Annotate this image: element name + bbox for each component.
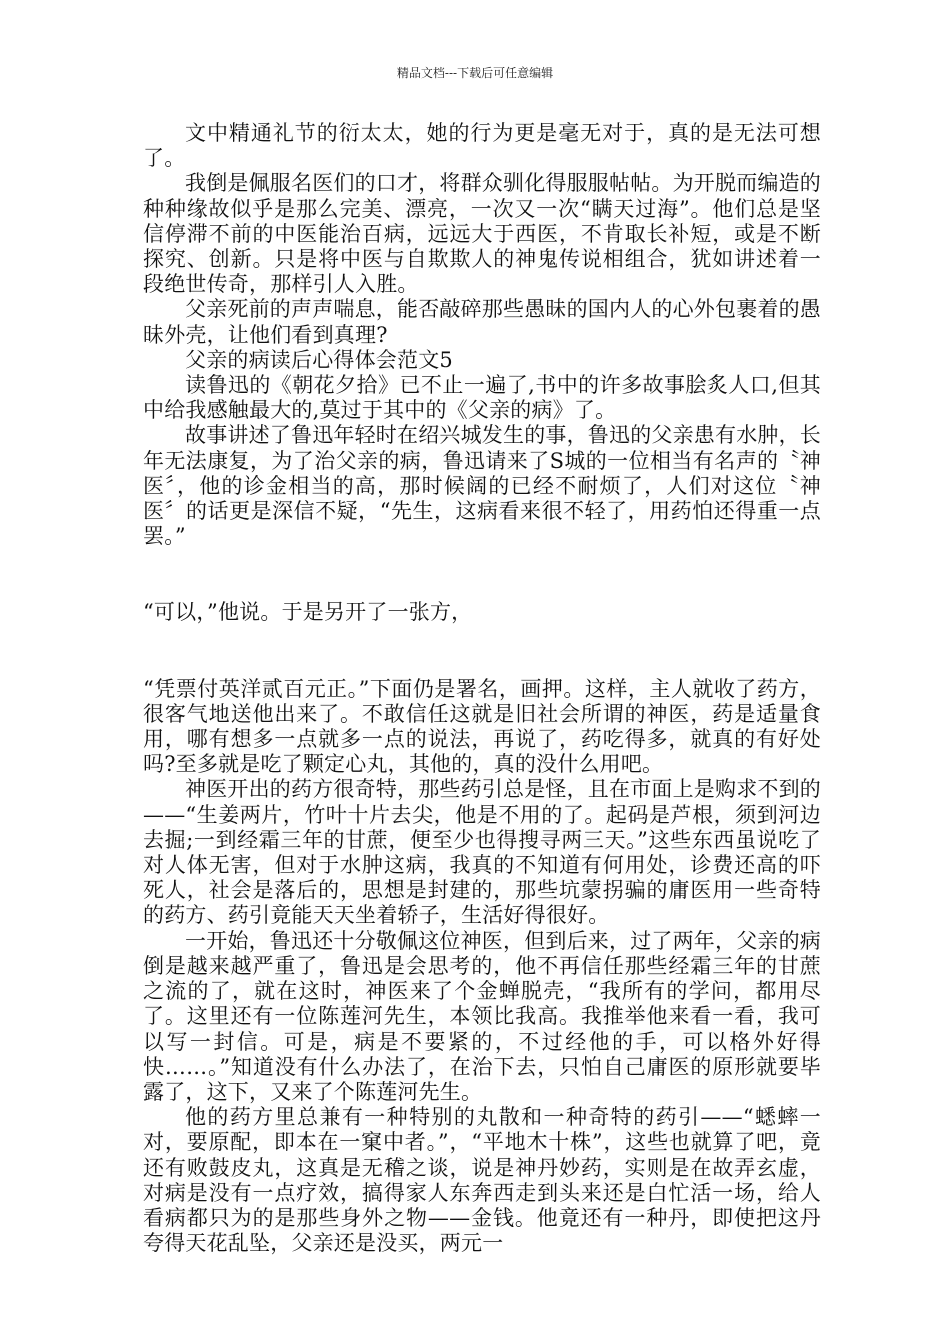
paragraph: 读鲁迅的《朝花夕拾》已不止一遍了,书中的许多故事脍炙人口,但其中给我感触最大的,莫过于其中的《父亲的病》了。 <box>143 373 821 423</box>
section-heading: 父亲的病读后心得体会范文5 <box>185 347 453 372</box>
paragraph: 文中精通礼节的衍太太，她的行为更是毫无对于，真的是无法可想了。 <box>143 121 821 171</box>
paragraph: “可以，”他说。于是另开了一张方， <box>143 600 473 625</box>
paragraph: 一开始，鲁迅还十分敬佩这位神医，但到后来，过了两年，父亲的病倒是越来越严重了，鲁迅是会思考的，他不再信任那些经霜三年的甘蔗之流的了，就在这时，神医来了个金蝉脱壳，“我所有的学问，都用尽了。这里还有一位陈莲河先生，本领比我高。我推举他来看一看，我可以写一封信。可是，病是不要紧的，不过经他的手，可以格外好得快……。”知道没有什么办法了，在治下去，只怕自己庸医的原形就要毕露了，这下，又来了个陈莲河先生。 <box>143 928 821 1104</box>
blank-spacer <box>143 549 821 600</box>
paragraph: 神医开出的药方很奇特，那些药引总是怪，且在市面上是购求不到的——“生姜两片，竹叶十片去尖，他是不用的了。起码是芦根，须到河边去掘;一到经霜三年的甘蔗，便至少也得搜寻两三天。”这些东西虽说吃了对人体无害，但对于水肿这病，我真的不知道有何用处，诊费还高的吓死人，社会是落后的，思想是封建的，那些坑蒙拐骗的庸医用一些奇特的药方、药引竟能天天坐着轿子，生活好得很好。 <box>143 777 821 928</box>
paragraph: “凭票付英洋贰百元正。”下面仍是署名，画押。这样，主人就收了药方，很客气地送他出来了。不敢信任这就是旧社会所谓的神医，药是适量食用，哪有想多一点就多一点的说法，再说了，药吃得多，就真的有好处吗?至多就是吃了颗定心丸，其他的，真的没什么用吧。 <box>143 676 821 777</box>
paragraph: 父亲死前的声声喘息，能否敲碎那些愚昧的国内人的心外包裹着的愚昧外壳，让他们看到真理? <box>143 297 821 347</box>
paragraph: 故事讲述了鲁迅年轻时在绍兴城发生的事，鲁迅的父亲患有水肿，长年无法康复，为了治父亲的病，鲁迅请来了S城的一位相当有名声的〝神医〞，他的诊金相当的高，那时候阔的已经不耐烦了，人们对这位〝神医〞的话更是深信不疑，“先生，这病看来很不轻了，用药怕还得重一点罢。” <box>143 423 821 549</box>
page-header: 精品文档---下载后可任意编辑 <box>396 66 554 80</box>
paragraph: 我倒是佩服名医们的口才，将群众驯化得服服帖帖。为开脱而编造的种种缘故似乎是那么完美、漂亮，一次又一次“瞒天过海”。他们总是坚信停滞不前的中医能治百病，远远大于西医，不肯取长补短，或是不断探究、创新。只是将中医与自欺欺人的神鬼传说相组合，犹如讲述着一段绝世传奇，那样引人入胜。 <box>143 171 821 297</box>
blank-spacer <box>143 626 821 677</box>
paragraph: 他的药方里总兼有一种特别的丸散和一种奇特的药引——“蟋蟀一对，要原配，即本在一窠中者。”，“平地木十株”，这些也就算了吧，竟还有败鼓皮丸，这真是无稽之谈，说是神丹妙药，实则是在故弄玄虚，对病是没有一点疗效，搞得家人东奔西走到头来还是白忙活一场，给人看病都只为的是那些身外之物——金钱。他竟还有一种丹，即使把这丹夸得天花乱坠，父亲还是没买，两元一 <box>143 1105 821 1256</box>
document-body <box>143 121 821 1256</box>
